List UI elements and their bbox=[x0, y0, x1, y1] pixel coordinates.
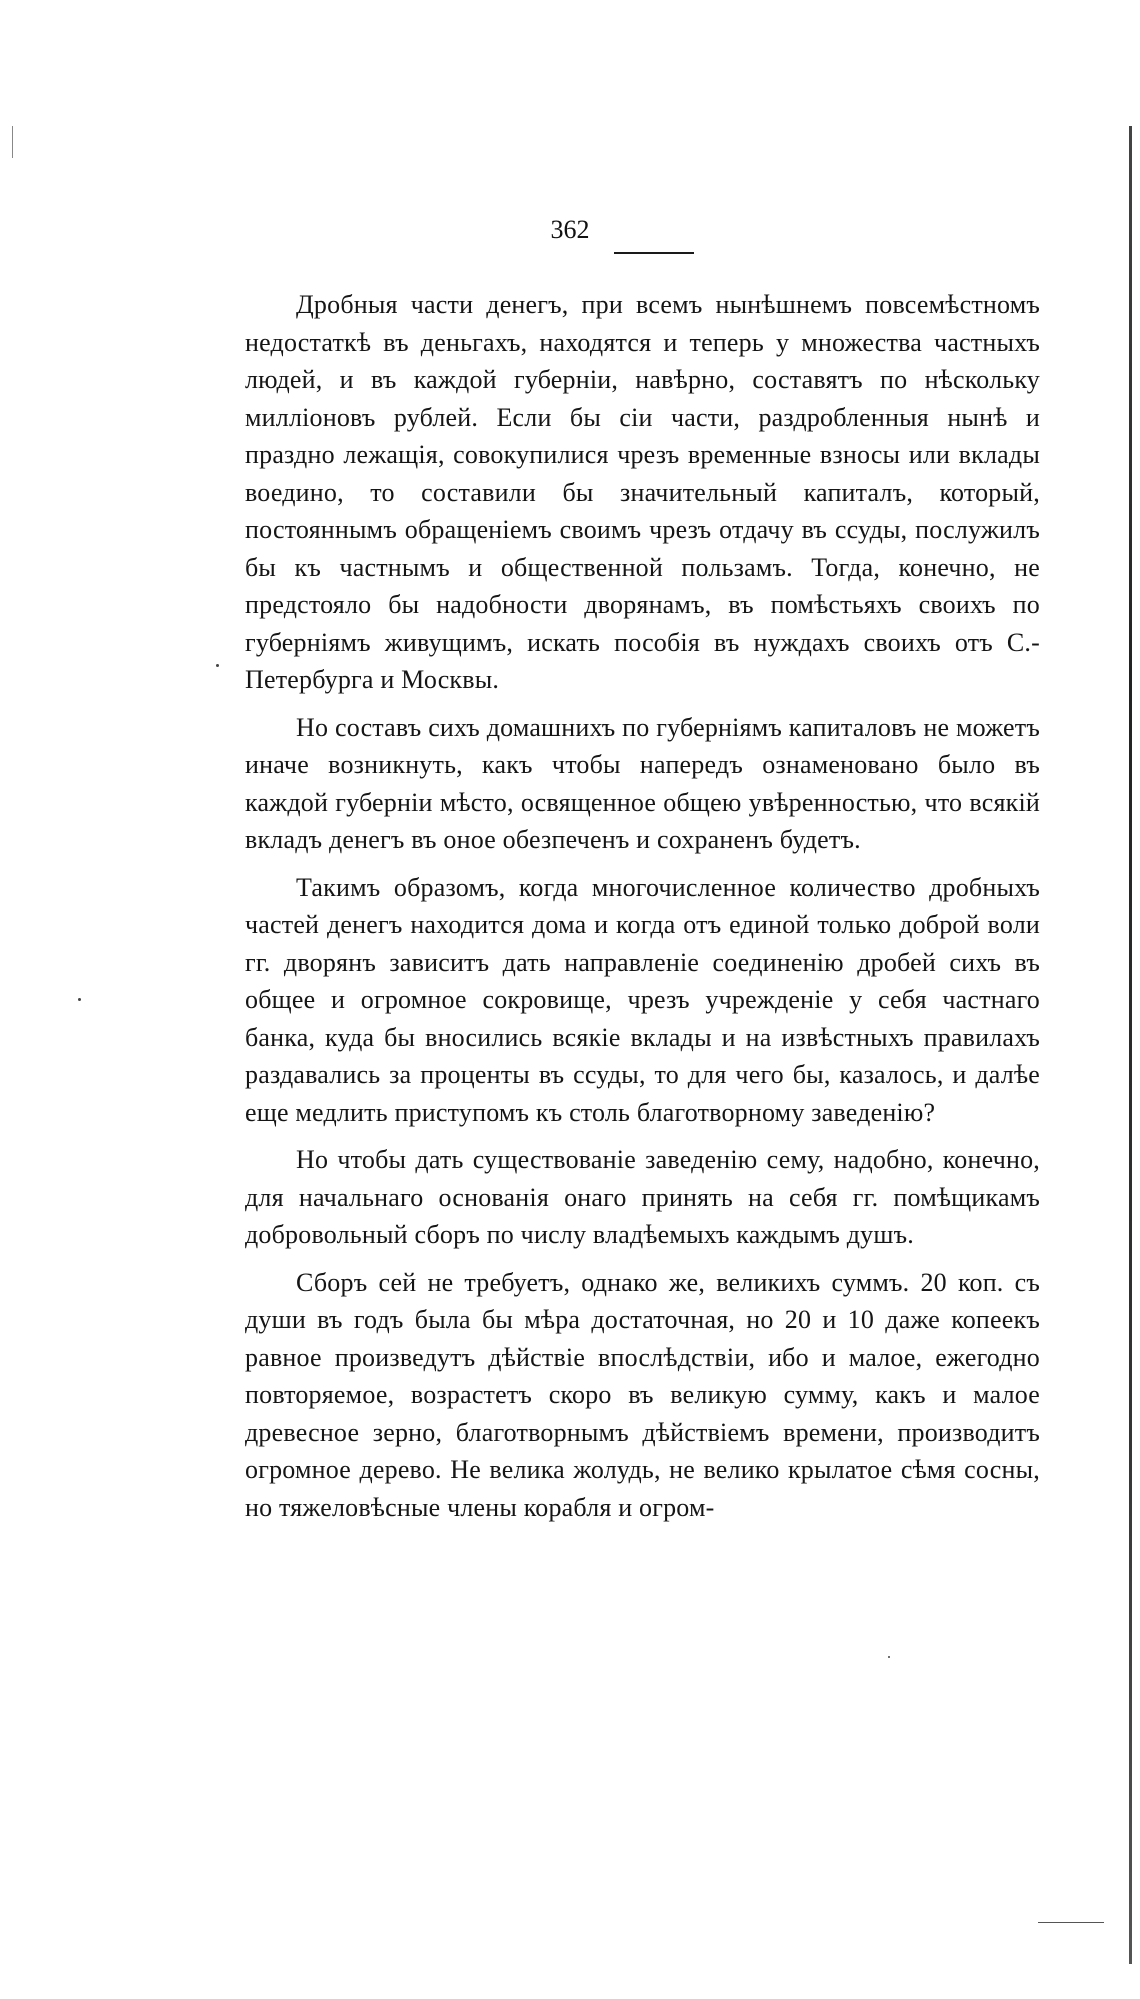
scan-edge-mark bbox=[12, 126, 13, 158]
scan-speck bbox=[78, 998, 81, 1001]
scan-binding-edge bbox=[1129, 126, 1132, 1964]
paragraph: Такимъ образомъ, когда многочисленное количество дробныхъ частей денегъ находится дома и когда отъ единой только доброй воли гг. дворянъ зависитъ дать направленіе соединенію дробей сихъ въ общее и огромное сокровище, чрезъ учрежденіе у себя частнаго банка, куда бы вносились всякіе вклады и на извѣстныхъ правилахъ раздавались за проценты въ ссуды, то для чего бы, казалось, и далѣе еще медлить приступомъ къ столь благотворному заведенію? bbox=[245, 872, 1040, 1127]
body-text bbox=[245, 286, 1040, 1536]
page-number: 362 bbox=[550, 215, 590, 244]
paragraph: Но составъ сихъ домашнихъ по губерніямъ капиталовъ не можетъ иначе возникнуть, какъ чтобы напередъ ознаменовано было въ каждой губерніи мѣсто, освященное общею увѣренностью, что всякій вкладъ денегъ въ оное обезпеченъ и сохраненъ будетъ. bbox=[245, 712, 1040, 854]
scan-speck bbox=[888, 1656, 890, 1658]
paragraph: Дробныя части денегъ, при всемъ нынѣшнемъ повсемѣстномъ недостаткѣ въ деньгахъ, находятся и теперь у множества частныхъ людей, и въ каждой губерніи, навѣрно, составятъ по нѣскольку милліоновъ рублей. Если бы сіи части, раздробленныя нынѣ и праздно лежащія, совокупилися чрезъ временные взносы или вклады воедино, то составили бы значительный капиталъ, который, постояннымъ обращеніемъ своимъ чрезъ отдачу въ ссуды, послужилъ бы къ частнымъ и общественной пользамъ. Тогда, конечно, не предстояло бы надобности дворянамъ, въ помѣстьяхъ своихъ по губерніямъ живущимъ, искать пособія въ нуждахъ своихъ отъ С.-Петербурга и Москвы. bbox=[245, 290, 1040, 694]
paragraph: Сборъ сей не требуетъ, однако же, великихъ суммъ. 20 коп. съ души въ годъ была бы мѣра достаточная, но 20 и 10 даже копеекъ равное произведутъ дѣйствіе впослѣдствіи, ибо и малое, ежегодно повторяемое, возрастетъ скоро въ великую сумму, какъ и малое древесное зерно, благотворнымъ дѣйствіемъ времени, производитъ огромное дерево. Не велика жолудь, не велико крылатое сѣмя сосны, но тяжеловѣсные члены корабля и огром- bbox=[245, 1267, 1040, 1522]
page-number-underline bbox=[614, 252, 694, 254]
scan-speck bbox=[216, 664, 219, 667]
scan-edge-line bbox=[1038, 1922, 1104, 1923]
paragraph: Но чтобы дать существованіе заведенію сему, надобно, конечно, для начальнаго основанія онаго принять на себя гг. помѣщикамъ добровольный сборъ по числу владѣемыхъ каждымъ душъ. bbox=[245, 1145, 1040, 1249]
